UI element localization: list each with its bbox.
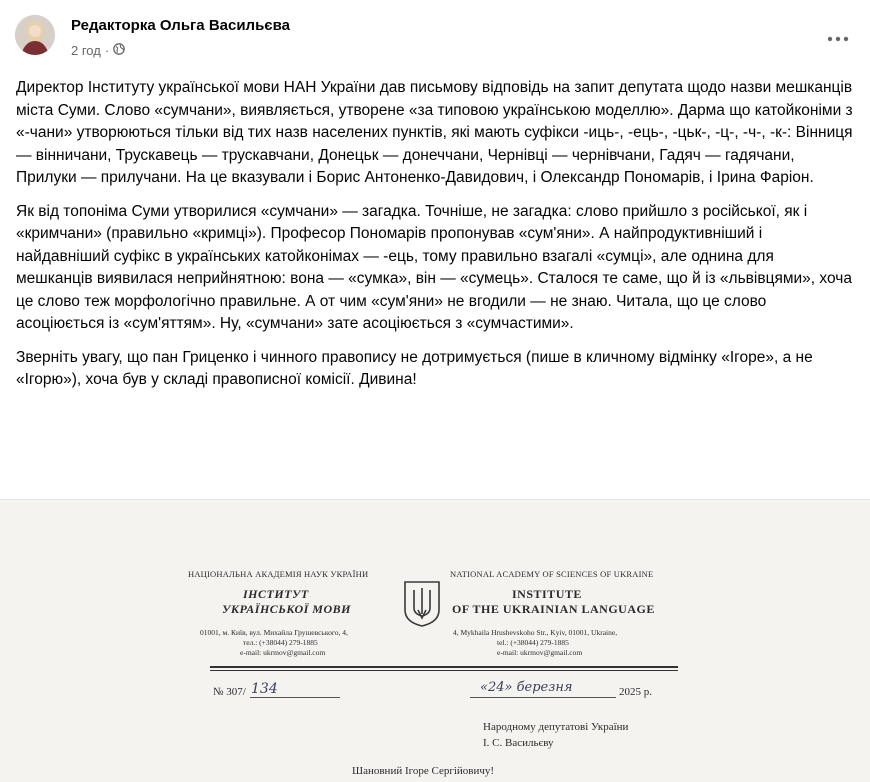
doc-year: 2025 р. [619, 686, 652, 698]
post-paragraph-2: Як від топоніма Суми утворилися «сумчани» — загадка. Точніше, не загадка: слово прийшло з російської, як і «кримчани» (правильно «кримці»). Професор Пономарів пропонував «сум'яни». А найпродуктивніший і найдавніший суфікс в українських катойконімах — -ець, тому правильно взагалі «сумці», але однина для мешканців виявилася неприйнятною: вона — «сумка», він — «сумець». Сталося те саме, що й із «львівцями», хоча це слово теж морфологічно правильне. А от чим «сум'яни» не вгодили — не знаю. Читала, що це слово асоціюється із «сум'яттям». Ну, «сумчани» зате асоціюється з «сумчастими». [16, 202, 852, 332]
doc-number-underline [250, 697, 340, 698]
post-header [0, 0, 870, 70]
post-meta [71, 43, 125, 58]
globe-icon [113, 43, 125, 58]
doc-institute-ua-2: УКРАЇНСЬКОЇ МОВИ [222, 602, 351, 616]
doc-phone-en: tel.: (+38044) 279-1885 [497, 638, 569, 647]
doc-institute-en-1: INSTITUTE [512, 587, 582, 601]
post-paragraph-1: Директор Інституту української мови НАН України дав письмову відповідь на запит депутата щодо назви мешканців міста Суми. Слово «сумчани», виявляється, утворене «за типовою українською моделлю». Дарма що катойконіми з «-чани» утворюються тільки від тих назв населених пунктів, які мають суфікси -иць-, -ець-, -цьк-, -ц-, -ч-, -к-: Вінниця — вінничани, Трускавець — трускавчани, Донецьк — донеччани, Чернівці — чернівчани, Гадяч — гадячани, Прилуки — прилучани. На це вказували і Борис Антоненко-Давидович, і Олександр Пономарів, і Ірина Фаріон. [16, 79, 853, 186]
author-name[interactable]: Редакторка Ольга Васильєва [71, 17, 290, 34]
post-paragraph-3: Зверніть увагу, що пан Гриценко і чинного правопису не дотримується (пише в кличному відмінку «Ігоре», а не «Ігорю»), хоча був у складі правописної комісії. Дивина! [16, 348, 813, 388]
doc-date-underline [470, 697, 616, 698]
doc-institute-ua-1: ІНСТИТУТ [243, 587, 309, 601]
doc-addressee-1: Народному депутатові України [483, 721, 629, 733]
doc-address-en: 4, Mykhaila Hrushevskoho Str., Kyiv, 01001, Ukraine, [453, 628, 618, 637]
doc-institute-en-2: OF THE UKRAINIAN LANGUAGE [452, 602, 655, 616]
more-options-button[interactable] [820, 27, 856, 51]
doc-address-ua: 01001, м. Київ, вул. Михайла Грушевського, 4, [200, 628, 348, 637]
doc-addressee-2: І. С. Васильєву [483, 737, 554, 749]
doc-number-handwritten: 134 [251, 681, 278, 697]
more-horizontal-icon [826, 36, 850, 42]
attached-document-image[interactable] [0, 500, 870, 782]
doc-phone-ua: тел.: (+38044) 279-1885 [243, 638, 318, 647]
doc-header-rule [210, 666, 678, 671]
doc-academy-ua: НАЦІОНАЛЬНА АКАДЕМІЯ НАУК УКРАЇНИ [188, 569, 369, 579]
doc-email-en: e-mail: ukrmov@gmail.com [497, 648, 583, 657]
trident-emblem-icon [403, 580, 441, 628]
avatar-image [15, 15, 55, 55]
doc-number-label: № 307/ [213, 686, 246, 698]
avatar[interactable] [15, 15, 55, 55]
post-body [16, 77, 854, 403]
doc-email-ua: e-mail: ukrmov@gmail.com [240, 648, 326, 657]
doc-salutation: Шановний Ігоре Сергійовичу! [352, 765, 495, 777]
post-time[interactable]: 2 год [71, 43, 101, 58]
meta-separator: · [104, 43, 110, 58]
doc-academy-en: NATIONAL ACADEMY OF SCIENCES OF UKRAINE [450, 569, 654, 579]
doc-date-handwritten: «24» березня [480, 680, 573, 695]
